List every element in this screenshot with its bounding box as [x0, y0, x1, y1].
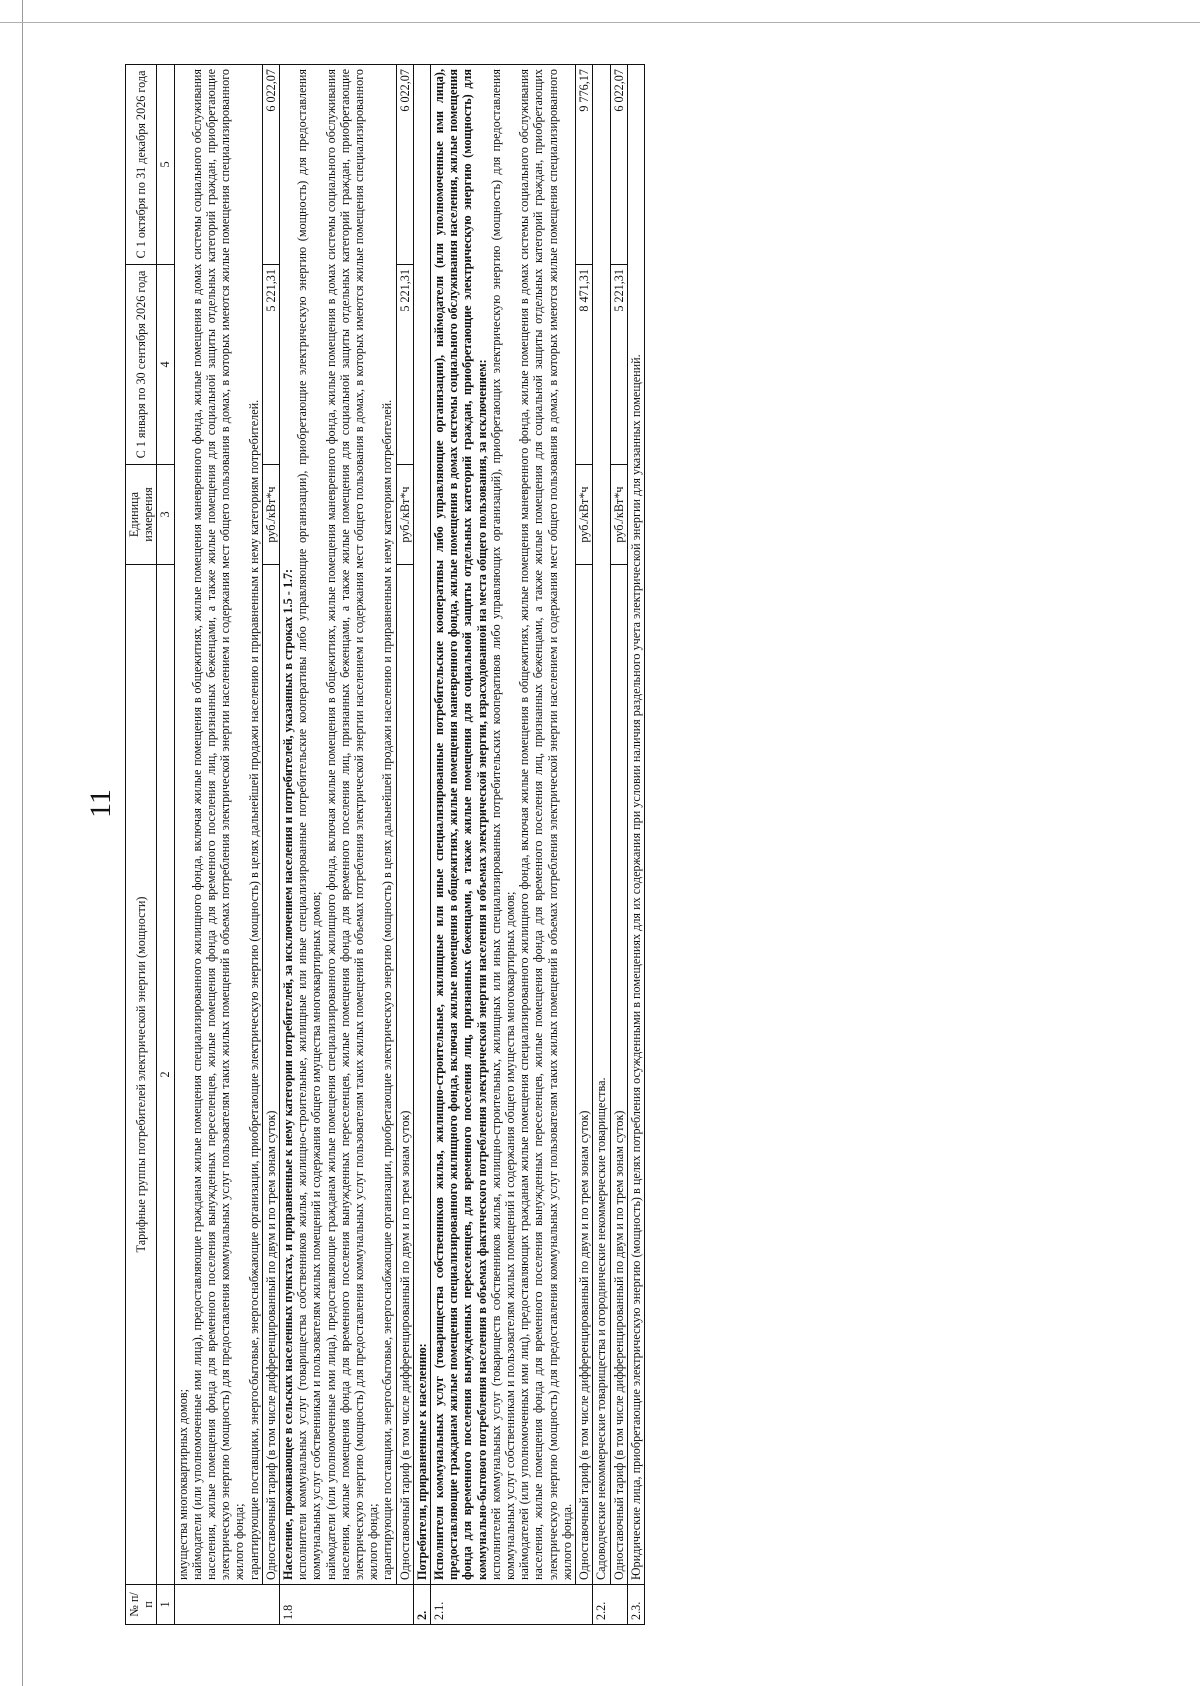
tariff-table	[125, 64, 645, 1625]
row-number: 2.2.	[593, 1585, 627, 1625]
header-period2: С 1 октября по 31 декабря 2026 года	[126, 65, 157, 265]
row-title: Садоводческие некоммерческие товарищества и огороднические некоммерческие товарищества.	[593, 65, 610, 1585]
row-description	[431, 65, 576, 1585]
tariff-row	[396, 65, 413, 1625]
page-border-left	[22, 0, 23, 1686]
table-row	[593, 65, 610, 1625]
tariff-unit: руб./кВт*ч	[576, 465, 593, 565]
tariff-value-period2: 6 022,07	[396, 65, 413, 265]
column-number: 4	[157, 265, 174, 465]
paragraph: наймодателей (или уполномоченных ими лиц), предоставляющих гражданам жилые помещения специализированного жилищного фонда, включая жилые помещения в общежитиях, жилые помещения маневренного фонда, жилые помещения в домах системы социального обслуживания населения, жилые помещения фонда для временного поселения вынужденных переселенцев, жилые помещения фонда для временного поселения лиц, признанных беженцами, а также жилые помещения для социальной защиты отдельных категорий граждан, приобретающих электрическую энергию (мощность) для предоставления коммунальных услуг пользователям таких жилых помещений в объемах потребления электрической энергии населением и содержания мест общего пользования в домах, в которых имеются жилые помещения специализированного жилого фонда.	[517, 69, 574, 1580]
tariff-label: Одноставочный тариф (в том числе дифференцированный по двум и по трем зонам суток)	[576, 565, 593, 1585]
row-title: Исполнители коммунальных услуг (товарищества собственников жилья, жилищно-строительные, жилищные или иные специализированные потребительские кооперативы либо управляющие организации), наймодатели (или уполномоченные ими лица), предоставляющие гражданам жилые помещения специализированного жилищного фонда, включая жилые помещения в общежитиях, жилые помещения маневренного фонда, жилые помещения в домах системы социального обслуживания населения, жилые помещения фонда для временного поселения вынужденных переселенцев, для временного поселения лиц, признанных беженцами, а также жилые помещения для социальной защиты отдельных категорий граждан, приобретающие электрическую энергию (мощность) для коммунально-бытового потребления населения в объемах фактического потребления электрической энергии населения и объемах электрической энергии, израсходованной на места общего пользования, за исключением:	[432, 69, 489, 1580]
tariff-row	[576, 65, 593, 1625]
table-row	[413, 65, 430, 1625]
tariff-label: Одноставочный тариф (в том числе дифференцированный по двум и по трем зонам суток)	[610, 565, 627, 1585]
header-period1: С 1 января по 30 сентября 2026 года	[126, 265, 157, 465]
header-group: Тарифные группы потребителей электрической энергии (мощности)	[126, 565, 157, 1585]
tariff-value-period1: 5 221,31	[396, 265, 413, 465]
tariff-value-period2: 9 776,17	[576, 65, 593, 265]
row-number: 1.8	[280, 1585, 414, 1625]
paragraph: наймодатели (или уполномоченные ими лица), предоставляющие гражданам жилые помещения специализированного жилищного фонда, включая жилые помещения в общежитиях, жилые помещения маневренного фонда, жилые помещения в домах системы социального обслуживания населения, жилые помещения фонда для временного поселения вынужденных переселенцев, жилые помещения фонда для временного поселения лиц, признанных беженцами, а также жилые помещения для социальной защиты отдельных категорий граждан, приобретающие электрическую энергию (мощность) для предоставления коммунальных услуг пользователям таких жилых помещений в объемах потребления электрической энергии населением и содержания мест общего пользования в домах, в которых имеются жилые помещения специализированного жилого фонда;	[189, 69, 247, 1580]
paragraph: Юридические лица, приобретающие электрическую энергию (мощность) в целях потребления осужденными в помещениях для их содержания при условии наличия раздельного учета электрической энергии для указанных помещений.	[628, 354, 643, 1580]
paragraph: имущества многоквартирных домов;	[175, 1389, 190, 1580]
header-unit: Единица измерения	[126, 465, 157, 565]
row-number: 2.	[413, 1585, 430, 1625]
paragraph: гарантирующие поставщики, энергосбытовые, энергоснабжающие организации, приобретающие электрическую энергию (мощность) в целях дальнейшей продажи населению и приравненным к нему категориям потребителей.	[246, 399, 261, 1580]
column-number: 2	[157, 565, 174, 1585]
row-description	[174, 65, 262, 1585]
column-number-row	[157, 65, 174, 1625]
tariff-label: Одноставочный тариф (в том числе дифференцированный по двум и по трем зонам суток)	[396, 565, 413, 1585]
row-title: Население, проживающее в сельских населенных пунктах, и приравненные к нему категории потребителей, за исключением населения и потребителей, указанных в строках 1.5 - 1.7:	[281, 568, 296, 1580]
table-row	[627, 65, 644, 1625]
tariff-value-period2: 6 022,07	[610, 65, 627, 265]
tariff-value-period2: 6 022,07	[262, 65, 279, 265]
paragraph: гарантирующие поставщики, энергосбытовые, энергоснабжающие организации, приобретающие электрическую энергию (мощность) в целях дальнейшей продажи населению и приравненным к нему категориям потребителей.	[380, 399, 395, 1580]
row-number-empty	[174, 1585, 279, 1625]
row-title	[627, 65, 644, 1585]
page-number: 11	[84, 789, 117, 818]
paragraph: исполнителей коммунальных услуг (товариществ собственников жилья, жилищно-строительных, жилищных или иных специализированных потребительских кооперативов либо управляющих организаций), приобретающих электрическую энергию (мощность) для предоставления коммунальных услуг собственникам и пользователям жилых помещений и содержания общего имущества многоквартирных домов;	[488, 69, 518, 1580]
tariff-unit: руб./кВт*ч	[396, 465, 413, 565]
row-number: 2.3.	[627, 1585, 644, 1625]
page-border-top	[0, 22, 1200, 23]
tariff-value-period1: 8 471,31	[576, 265, 593, 465]
paragraph: исполнители коммунальных услуг (товарищества собственников жилья, жилищно-строительные, жилищные или иные специализированные потребительские кооперативы либо управляющие организации), приобретающие электрическую энергию (мощность) для предоставления коммунальных услуг собственникам и пользователям жилых помещений и содержания общего имущества многоквартирных домов;	[295, 69, 324, 1580]
tariff-row	[262, 65, 279, 1625]
row-number: 2.1.	[431, 1585, 593, 1625]
row-title: Потребители, приравненные к населению:	[413, 65, 430, 1585]
tariff-row	[610, 65, 627, 1625]
paragraph: наймодатели (или уполномоченные ими лица), предоставляющие гражданам жилые помещения специализированного жилищного фонда, включая жилые помещения в общежитиях, жилые помещения маневренного фонда, жилые помещения в домах системы социального обслуживания населения, жилые помещения фонда для временного поселения вынужденных переселенцев, жилые помещения фонда для временного поселения лиц, признанных беженцами, а также жилые помещения для социальной защиты отдельных категорий граждан, приобретающие электрическую энергию (мощность) для предоставления коммунальных услуг пользователям таких жилых помещений в объемах потребления электрической энергии населением и содержания мест общего пользования в домах, в которых имеются жилые помещения специализированного жилого фонда;	[323, 69, 381, 1580]
rotated-table-container	[125, 65, 1075, 1625]
table-header-row	[126, 65, 157, 1625]
table-row	[174, 65, 262, 1625]
column-number: 3	[157, 465, 174, 565]
tariff-value-period1: 5 221,31	[262, 265, 279, 465]
tariff-unit: руб./кВт*ч	[610, 465, 627, 565]
table-row	[431, 65, 576, 1625]
header-no: № п/п	[126, 1585, 157, 1625]
row-description	[280, 65, 397, 1585]
tariff-unit: руб./кВт*ч	[262, 465, 279, 565]
tariff-label: Одноставочный тариф (в том числе дифференцированный по двум и по трем зонам суток)	[262, 565, 279, 1585]
tariff-value-period1: 5 221,31	[610, 265, 627, 465]
column-number: 1	[157, 1585, 174, 1625]
column-number: 5	[157, 65, 174, 265]
table-row	[280, 65, 397, 1625]
